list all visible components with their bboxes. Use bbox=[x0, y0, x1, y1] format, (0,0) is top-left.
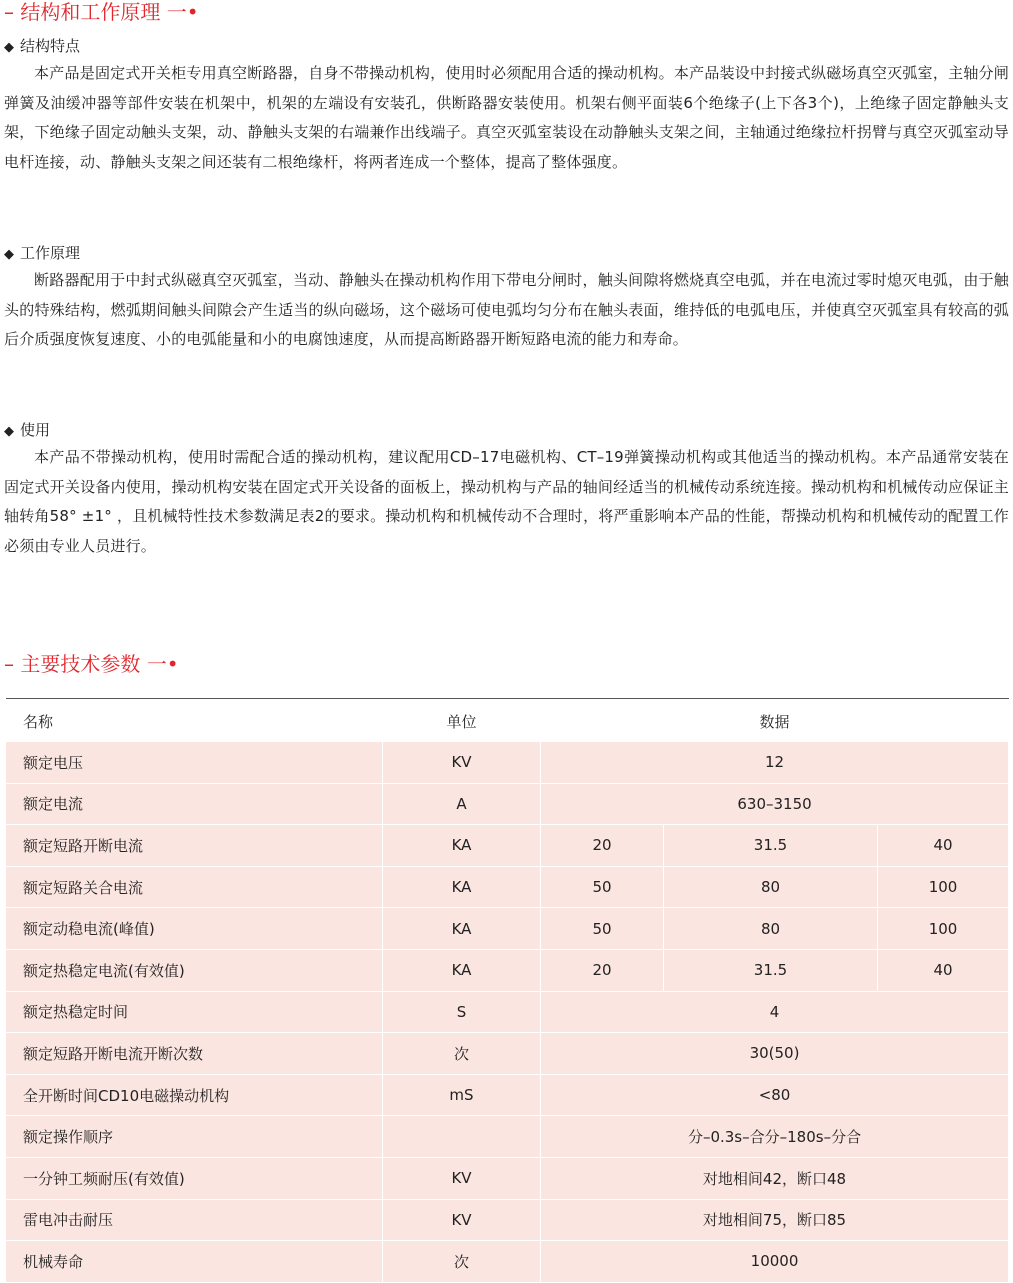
row-value: 4 bbox=[541, 992, 1009, 1034]
table-row bbox=[6, 1158, 1009, 1200]
table-row bbox=[6, 867, 1009, 909]
row-unit: 次 bbox=[383, 1033, 541, 1075]
header-data: 数据 bbox=[541, 701, 1009, 742]
table-row bbox=[6, 1033, 1009, 1075]
structure-heading-text: 结构特点 bbox=[20, 37, 81, 55]
principle-heading-text: 工作原理 bbox=[20, 244, 81, 262]
row-name: 额定短路开断电流开断次数 bbox=[6, 1033, 383, 1075]
diamond-bullet-icon: ◆ bbox=[4, 247, 14, 262]
table-row bbox=[6, 1116, 1009, 1158]
row-value: 630–3150 bbox=[541, 784, 1009, 826]
row-name: 额定热稳定电流(有效值) bbox=[6, 950, 383, 992]
row-unit: KV bbox=[383, 1158, 541, 1200]
row-value: 分–0.3s–合分–180s–分合 bbox=[541, 1116, 1009, 1158]
row-value: <80 bbox=[541, 1075, 1009, 1117]
row-name: 额定操作顺序 bbox=[6, 1116, 383, 1158]
structure-heading bbox=[4, 33, 1009, 59]
row-value: 30(50) bbox=[541, 1033, 1009, 1075]
table-row bbox=[6, 1075, 1009, 1117]
section-title-structure: – 结构和工作原理 一• bbox=[4, 0, 199, 24]
table-row bbox=[6, 908, 1009, 950]
header-name: 名称 bbox=[6, 701, 383, 742]
row-value-2: 80 bbox=[664, 867, 878, 909]
row-unit: KA bbox=[383, 867, 541, 909]
row-value-3: 100 bbox=[878, 867, 1009, 909]
row-unit: KV bbox=[383, 742, 541, 784]
table-row bbox=[6, 950, 1009, 992]
row-name: 额定电压 bbox=[6, 742, 383, 784]
row-unit: KA bbox=[383, 825, 541, 867]
table-header-row bbox=[6, 701, 1009, 742]
row-name: 一分钟工频耐压(有效值) bbox=[6, 1158, 383, 1200]
row-name: 机械寿命 bbox=[6, 1241, 383, 1283]
row-value: 12 bbox=[541, 742, 1009, 784]
table-row bbox=[6, 742, 1009, 784]
diamond-bullet-icon: ◆ bbox=[4, 424, 14, 439]
row-name: 额定电流 bbox=[6, 784, 383, 826]
row-value-1: 50 bbox=[541, 867, 664, 909]
row-value: 对地相间42，断口48 bbox=[541, 1158, 1009, 1200]
row-value-3: 100 bbox=[878, 908, 1009, 950]
usage-heading bbox=[4, 417, 1009, 443]
table-row bbox=[6, 992, 1009, 1034]
row-name: 全开断时间CD10电磁操动机构 bbox=[6, 1075, 383, 1117]
row-value: 10000 bbox=[541, 1241, 1009, 1283]
row-value-1: 20 bbox=[541, 825, 664, 867]
row-unit: 次 bbox=[383, 1241, 541, 1283]
structure-paragraph: 本产品是固定式开关柜专用真空断路器，自身不带操动机构，使用时必须配用合适的操动机构。本产品装设中封接式纵磁场真空灭弧室，主轴分闸弹簧及油缓冲器等部件安装在机架中，机架的左端设有安装孔，供断路器安装使用。机架右侧平面装6个绝缘子(上下各3个)，上绝缘子固定静触头支架，下绝缘子固定动触头支架，动、静触头支架的右端兼作出线端子。真空灭弧室装设在动静触头支架之间，主轴通过绝缘拉杆拐臂与真空灭弧室动导电杆连接，动、静触头支架之间还装有二根绝缘杆，将两者连成一个整体，提高了整体强度。 bbox=[4, 64, 1009, 171]
row-unit: KV bbox=[383, 1200, 541, 1242]
table-row bbox=[6, 1200, 1009, 1242]
row-value-3: 40 bbox=[878, 825, 1009, 867]
row-value-3: 40 bbox=[878, 950, 1009, 992]
table-row bbox=[6, 1241, 1009, 1283]
section-title-parameters: – 主要技术参数 一• bbox=[4, 652, 179, 676]
row-name: 额定短路开断电流 bbox=[6, 825, 383, 867]
row-value-2: 31.5 bbox=[664, 950, 878, 992]
row-value: 对地相间75，断口85 bbox=[541, 1200, 1009, 1242]
row-unit: KA bbox=[383, 950, 541, 992]
table-top-rule bbox=[6, 698, 1009, 699]
usage-paragraph: 本产品不带操动机构，使用时需配合适的操动机构，建议配用CD–17电磁机构、CT–19弹簧操动机构或其他适当的操动机构。本产品通常安装在固定式开关设备内使用，操动机构安装在固定式开关设备的面板上，操动机构与产品的轴间经适当的机械传动系统连接。操动机构和机械传动应保证主轴转角58° ±1° ，且机械特性技术参数满足表2的要求。操动机构和机械传动不合理时，将严重影响本产品的性能，帮操动机构和机械传动的配置工作必须由专业人员进行。 bbox=[4, 448, 1009, 555]
usage-block bbox=[4, 417, 1009, 561]
row-name: 额定短路关合电流 bbox=[6, 867, 383, 909]
row-unit: S bbox=[383, 992, 541, 1034]
row-name: 雷电冲击耐压 bbox=[6, 1200, 383, 1242]
row-value-1: 20 bbox=[541, 950, 664, 992]
structure-block bbox=[4, 33, 1009, 177]
row-unit: A bbox=[383, 784, 541, 826]
table-row bbox=[6, 825, 1009, 867]
row-value-2: 31.5 bbox=[664, 825, 878, 867]
row-unit bbox=[383, 1116, 541, 1158]
row-unit: KA bbox=[383, 908, 541, 950]
table-row bbox=[6, 784, 1009, 826]
diamond-bullet-icon: ◆ bbox=[4, 40, 14, 55]
principle-heading bbox=[4, 240, 1009, 266]
header-unit: 单位 bbox=[383, 701, 541, 742]
row-unit: mS bbox=[383, 1075, 541, 1117]
row-value-2: 80 bbox=[664, 908, 878, 950]
row-name: 额定热稳定时间 bbox=[6, 992, 383, 1034]
row-name: 额定动稳电流(峰值) bbox=[6, 908, 383, 950]
principle-paragraph: 断路器配用于中封式纵磁真空灭弧室，当动、静触头在操动机构作用下带电分闸时，触头间隙将燃烧真空电弧，并在电流过零时熄灭电弧，由于触头的特殊结构，燃弧期间触头间隙会产生适当的纵向磁场，这个磁场可使电弧均匀分布在触头表面，维持低的电弧电压，并使真空灭弧室具有较高的弧后介质强度恢复速度、小的电弧能量和小的电腐蚀速度，从而提高断路器开断短路电流的能力和寿命。 bbox=[4, 271, 1009, 348]
principle-block bbox=[4, 240, 1009, 355]
row-value-1: 50 bbox=[541, 908, 664, 950]
parameters-table bbox=[6, 701, 1009, 1283]
usage-heading-text: 使用 bbox=[20, 421, 51, 439]
